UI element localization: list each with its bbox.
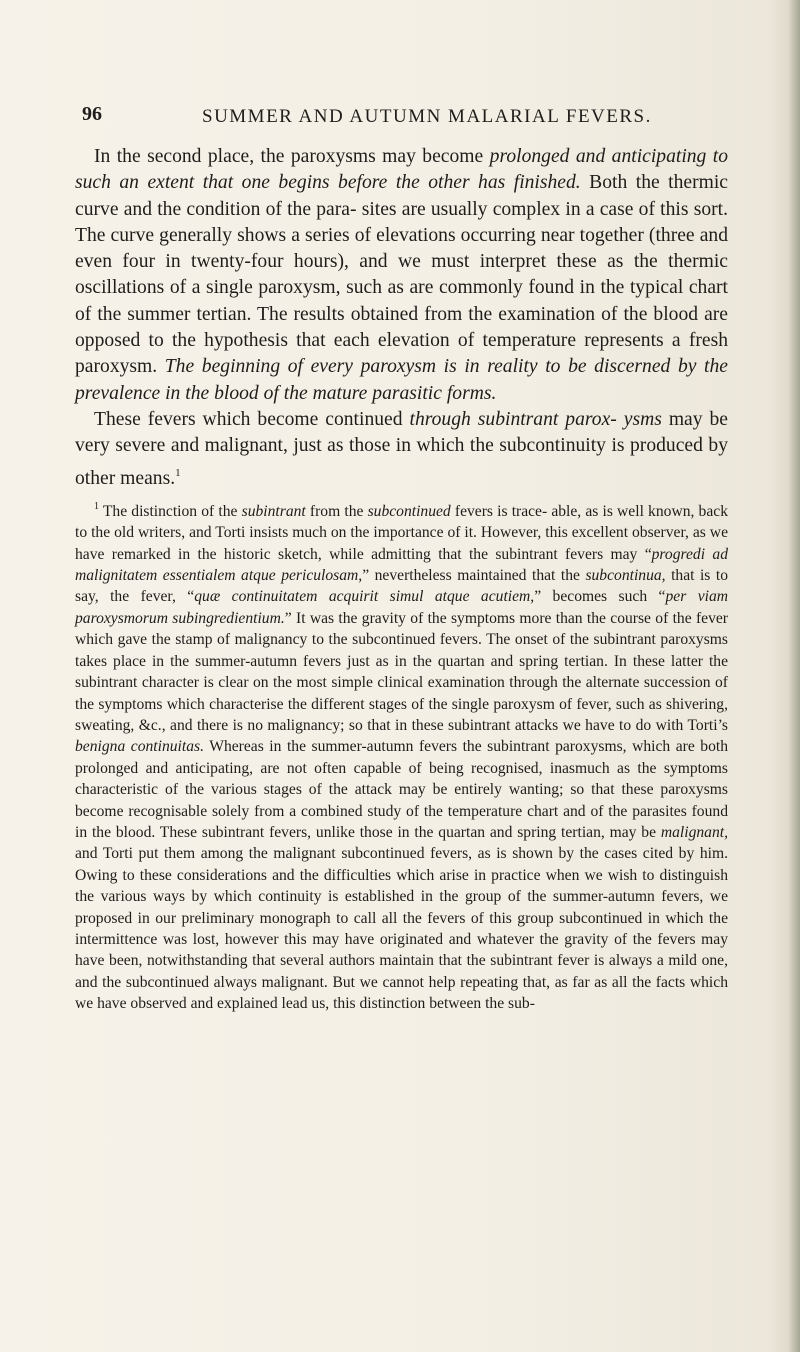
italic-run: quæ continuitatem acquirit simul atque acutiem, xyxy=(194,588,535,606)
text-run: These fevers which become continued xyxy=(94,408,410,430)
text-run: ” nevertheless maintained that the xyxy=(362,567,586,585)
italic-run: subcontinua, xyxy=(585,567,666,585)
page-edge-shadow xyxy=(788,0,800,1352)
italic-run: through subintrant parox- ysms xyxy=(409,408,662,430)
paragraph xyxy=(75,144,728,407)
italic-run: progredi ad malignitatem essentialem atque periculosam, xyxy=(75,545,728,585)
text-run: The distinction of the xyxy=(99,502,242,520)
text-run: and Torti put them among the malignant subcontinued fevers, as is shown by the cases cited by him. Owing to these considerations and the difficulties which arise in practice when we wish to distinguish the various ways by which continuity is established in the group of the summer-autumn fevers, we proposed in our preliminary monograph to call all the fevers of this group subcontinued in which the intermittence was lost, however this may have originated and whatever the gravity of the fevers may have been, notwithstanding that several authors maintain that the subintrant fever is always a mild one, and the subcontinued always malignant. But we cannot help repeating that, as far as all the facts which we have observed and explained lead us, this distinction between the sub- xyxy=(75,845,728,1013)
text-run: ” It was the gravity of the symptoms more than the course of the fever which gave the stamp of malignancy to the subcontinued fevers. The onset of the subintrant paroxysms takes place in the summer-autumn fevers just as in the quartan and spring tertian. In these latter the subintrant character is clear on the most simple clinical examination through the alternate succession of the symptoms which characterise the different stages of the single paroxysm of fever, such as shivering, sweating, &c., and there is no malignancy; so that in these subintrant attacks we have to do with Torti’s xyxy=(75,609,728,734)
italic-run: subintrant xyxy=(241,502,306,520)
footnote xyxy=(75,496,728,1015)
footnote-paragraph xyxy=(75,496,728,1015)
italic-run: malignant, xyxy=(660,823,728,841)
page-body xyxy=(75,144,728,1015)
text-run: that is to say, the fever, “ xyxy=(75,567,729,606)
page-number: 96 xyxy=(82,103,102,125)
italic-run: The beginning of every paroxysm is in reality to be discerned by the prevalence in the blood of the mature parasitic forms. xyxy=(75,356,728,404)
footnote-reference[interactable]: 1 xyxy=(175,466,181,479)
text-run: may be very severe and malignant, just as those in which the subcontinuity is produced by other means. xyxy=(75,408,728,489)
text-run: from the xyxy=(305,502,368,520)
italic-run: benigna continuitas. xyxy=(75,738,204,756)
italic-run: prolonged and anticipating to such an extent that one begins before the other has finished. xyxy=(75,146,729,194)
text-run: fevers is trace- able, as is well known, back to the old writers, and Torti insists much on the importance of it. However, this excellent observer, as we have remarked in the historic sketch, while admitting that the subintrant fevers may “ xyxy=(75,502,728,563)
italic-run: subcontinued xyxy=(367,502,451,520)
page-header xyxy=(82,103,725,137)
paragraph xyxy=(75,407,728,492)
text-run: Whereas in the summer-autumn fevers the subintrant paroxysms, which are both prolonged and anticipating, are not often capable of being recognised, inasmuch as the symptoms characteristic of the various stages of the attack may be entirely wanting; so that these paroxysms become recognisable solely from a combined study of the temperature chart and of the parasites found in the blood. These subintrant fevers, unlike those in the quartan and spring tertian, may be xyxy=(75,738,729,841)
footnote-marker: 1 xyxy=(94,500,99,512)
text-run: In the second place, the paroxysms may become xyxy=(94,146,490,167)
italic-run: per viam paroxysmorum subingredientium. xyxy=(75,588,729,627)
text-run: Both the thermic curve and the condition of the para- sites are usually complex in a case of this sort. The curve generally shows a series of elevations occurring near together (three and even four in twenty-four hours), and we must interpret these as the thermic oscillations of a single paroxysm, such as are commonly found in the typical chart of the summer tertian. The results obtained from the examination of the blood are opposed to the hypothesis that each elevation of temperature represents a fresh paroxysm. xyxy=(75,172,728,378)
main-text xyxy=(75,144,728,492)
text-run: ” becomes such “ xyxy=(534,588,666,606)
running-title: SUMMER AND AUTUMN MALARIAL FEVERS. xyxy=(202,106,652,127)
